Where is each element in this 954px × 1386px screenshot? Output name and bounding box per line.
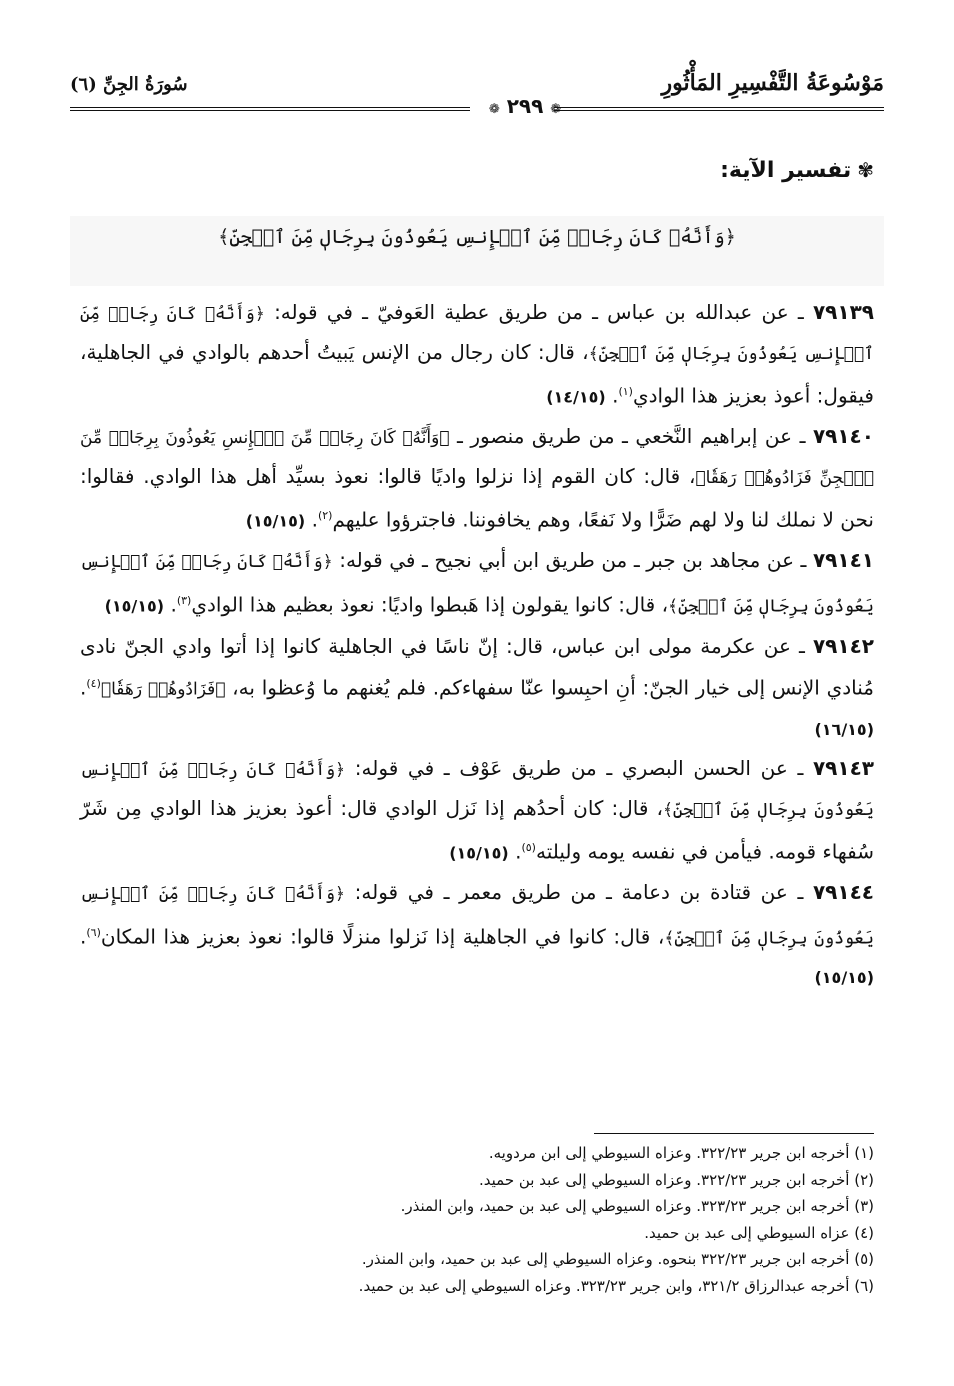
entry-ayah: ﴿وَأَنَّهُۥ كَانَ رِجَالٞ مِّنَ ٱلۡإِنسِ يَعُوذُونَ بِرِجَالٖ مِّنَ ٱلۡجِنِّ﴾ xyxy=(80,884,874,949)
flower-icon: ✾ xyxy=(857,158,874,182)
footnote-marker: (١) xyxy=(618,385,633,398)
entry-ayah: ﴿وَأَنَّهُۥ كَانَ رِجَالٞ مِّنَ ٱلۡإِنسِ يَعُوذُونَ بِرِجَالٖ مِّنَ ٱلۡجِنِّ﴾ xyxy=(80,760,874,820)
footnote-marker: (٦) xyxy=(86,925,101,939)
entry-text: ـ عن الحسن البصري ـ من طريق عَوْف ـ في قوله: xyxy=(345,756,813,781)
entry-number: ٧٩١٤٠ xyxy=(812,424,874,449)
entry-text: ، قال: كانوا في الجاهلية إذا نَزلوا منزلًا قالوا: نعوذ بعزيز هذا المكان xyxy=(100,924,665,949)
list-item: ٧٩١٤٠ ـ عن إبراهيم النَّخعي ـ من طريق منصور ـ ﴿وَأَنَّهُۥ كَانَ رِجَالٞ مِّنَ ٱلۡإِنسِ يَعُوذُونَ بِرِجَالٖ مِّنَ ٱلۡجِنِّ فَزَادُوهُمۡ رَهَقٗا﴾، قال: كان القوم إذا نزلوا واديًا قالوا: نعوذ بسيِّد أهل هذا الوادي. فقالوا: نحن لا نملك لنا ولا لهم ضَرًّا ولا نَفعًا، وهم يخافوننا. فاجترؤوا عليهم$^{(٢)}$. (١٥/١٥) xyxy=(80,424,874,532)
entry-reference: (١٥/١٥) xyxy=(449,843,509,863)
entry-text: ـ عن عبدالله بن عباس ـ من طريق عطية العَوفيّ ـ في قوله: xyxy=(264,300,813,324)
list-item: ٧٩١٤١ ـ عن مجاهد بن جبر ـ من طريق ابن أبي نجيح ـ في قوله: ﴿وَأَنَّهُۥ كَانَ رِجَالٞ مِّنَ ٱلۡإِنسِ يَعُوذُونَ بِرِجَالٖ مِّنَ ٱلۡجِنِّ﴾، قال: كانوا يقولون إذا هَبطوا واديًا: نعوذ بعظيم هذا الوادي$^{(٣)}$. (١٥/١٥) xyxy=(80,548,874,617)
entry-number: ٧٩١٣٩ xyxy=(812,300,874,324)
entry-reference: (١٦/١٥) xyxy=(814,719,874,739)
footnote: (١) أخرجه ابن جرير ٣٢٢/٢٣. وعزاه السيوطي إلى ابن مردويه. xyxy=(488,1144,874,1162)
entry-text: ـ عن إبراهيم النَّخعي ـ من طريق منصور ـ xyxy=(449,424,813,449)
list-item: ٧٩١٤٢ ـ عن عكرمة مولى ابن عباس، قال: إنّ ناسًا في الجاهلية كانوا إذا أتوا وادي الجنّ نادى مُنادي الإنس إلى خيار الجنّ: أنِ احبِسوا عنّا سفهاءكم. فلم يُغنهم ما وُعظوا به، ﴿فَزَادُوهُمۡ رَهَقٗا﴾$^{(٤)}$. (١٦/١٥) xyxy=(80,633,874,739)
entry-text: ـ عن عكرمة مولى ابن عباس، قال: إنّ ناسًا في الجاهلية كانوا إذا أتوا وادي الجنّ نادى مُنادي الإنس إلى خيار الجنّ: أنِ احبِسوا عنّا سفهاءكم. فلم يُغنهم ما وُعظوا به، xyxy=(80,633,874,701)
entry-reference: (١٥/١٥) xyxy=(104,596,165,616)
entries xyxy=(80,294,874,998)
footnote-divider xyxy=(594,1133,874,1134)
header-rule-right xyxy=(554,107,884,111)
entry-number: ٧٩١٤٤ xyxy=(812,880,875,905)
entry-ayah: ﴿وَأَنَّهُۥ كَانَ رِجَالٞ مِّنَ ٱلۡإِنسِ يَعُوذُونَ بِرِجَالٖ مِّنَ ٱلۡجِنِّ فَزَادُوهُمۡ رَهَقٗا﴾ xyxy=(80,428,874,488)
footnote-marker: (٢) xyxy=(317,509,333,523)
list-item: ٧٩١٤٣ ـ عن الحسن البصري ـ من طريق عَوْف ـ في قوله: ﴿وَأَنَّهُۥ كَانَ رِجَالٞ مِّنَ ٱلۡإِنسِ يَعُوذُونَ بِرِجَالٖ مِّنَ ٱلۡجِنِّ﴾، قال: كان أحدُهم إذا نَزل الوادي قال: أعوذ بعزيز هذا الوادي مِن شَرّ سُفهاء قومه. فيأمن في نفسه يومه وليلته$^{(٥)}$. (١٥/١٥) xyxy=(80,756,875,864)
ornament-icon: ❁ xyxy=(488,102,500,117)
entry-ayah: ﴿فَزَادُوهُمۡ رَهَقٗا﴾ xyxy=(100,680,226,701)
entry-ayah: ﴿وَأَنَّهُۥ كَانَ رِجَالٞ مِّنَ ٱلۡإِنسِ يَعُوذُونَ بِرِجَالٖ مِّنَ ٱلۡجِنِّ﴾ xyxy=(80,552,874,617)
section-heading xyxy=(720,158,874,183)
entry-reference: (١٤/١٥) xyxy=(546,387,606,407)
footnote: (٤) عزاه السيوطي إلى عبد بن حميد. xyxy=(644,1223,874,1242)
footnote-marker: (٣) xyxy=(176,593,192,607)
entry-ayah: ﴿وَأَنَّهُۥ كَانَ رِجَالٞ مِّنَ ٱلۡإِنسِ يَعُوذُونَ بِرِجَالٖ مِّنَ ٱلۡجِنِّ﴾ xyxy=(80,304,875,364)
footnote-marker: (٤) xyxy=(86,677,101,691)
entry-number: ٧٩١٤٢ xyxy=(812,633,874,658)
entry-text: ، قال: كان أحدُهم إذا نَزل الوادي قال: أعوذ بعزيز هذا الوادي مِن شَرّ سُفهاء قومه. فيأمن في نفسه يومه وليلته xyxy=(80,795,874,864)
page-number xyxy=(475,94,575,118)
book-title: مَوْسُوعَةُ التَّفْسِيرِ المَأْثُورِ xyxy=(661,70,884,96)
list-item: ٧٩١٣٩ ـ عن عبدالله بن عباس ـ من طريق عطية العَوفيّ ـ في قوله: ﴿وَأَنَّهُۥ كَانَ رِجَالٞ مِّنَ ٱلۡإِنسِ يَعُوذُونَ بِرِجَالٖ مِّنَ ٱلۡجِنِّ﴾، قال: كان رجال من الإنس يَبيتُ أحدهم بالوادي في الجاهلية، فيقول: أعوذ بعزيز هذا الوادي$^{(١)}$. (١٤/١٥) xyxy=(80,300,875,408)
entry-number: ٧٩١٤١ xyxy=(812,548,874,573)
footnotes xyxy=(80,1140,874,1300)
entry-reference: (١٥/١٥) xyxy=(814,967,874,987)
header-rule-left xyxy=(70,107,470,111)
verse-text: ﴿وَأَنَّهُۥ كَانَ رِجَالٞ مِّنَ ٱلۡإِنسِ يَعُوذُونَ بِرِجَالٖ مِّنَ ٱلۡجِنِّ﴾ xyxy=(218,226,736,248)
footnote-marker: (٥) xyxy=(521,841,536,855)
entry-reference: (١٥/١٥) xyxy=(245,511,306,531)
ornament-icon: ❁ xyxy=(550,102,562,117)
running-header xyxy=(70,66,884,116)
entry-text: ، قال: كانوا يقولون إذا هَبطوا واديًا: نعوذ بعظيم هذا الوادي xyxy=(191,592,669,617)
entry-text: ـ عن قتادة بن دعامة ـ من طريق معمر ـ في قوله: xyxy=(345,880,813,905)
entry-number: ٧٩١٤٣ xyxy=(812,756,875,781)
page-number-value: ٢٩٩ xyxy=(506,94,544,118)
entry-text: ، قال: كان رجال من الإنس يَبيتُ أحدهم بالوادي في الجاهلية، فيقول: أعوذ بعزيز هذا الوادي xyxy=(80,339,874,408)
footnote: (٣) أخرجه ابن جرير ٣٢٣/٢٣. وعزاه السيوطي إلى عبد بن حميد، وابن المنذر. xyxy=(400,1197,874,1216)
footnote: (٦) أخرجه عبدالرزاق ٣٢١/٢، وابن جرير ٣٢٣/٢٣. وعزاه السيوطي إلى عبد بن حميد. xyxy=(358,1276,874,1295)
list-item: ٧٩١٤٤ ـ عن قتادة بن دعامة ـ من طريق معمر ـ في قوله: ﴿وَأَنَّهُۥ كَانَ رِجَالٞ مِّنَ ٱلۡإِنسِ يَعُوذُونَ بِرِجَالٖ مِّنَ ٱلۡجِنِّ﴾، قال: كانوا في الجاهلية إذا نَزلوا منزلًا قالوا: نعوذ بعزيز هذا المكان$^{(٦)}$. (١٥/١٥) xyxy=(80,880,875,987)
entry-text: ـ عن مجاهد بن جبر ـ من طريق ابن أبي نجيح ـ في قوله: xyxy=(332,548,813,573)
footnote: (٢) أخرجه ابن جرير ٣٢٢/٢٣. وعزاه السيوطي إلى عبد بن حميد. xyxy=(479,1170,874,1189)
surah-name: سُورَةُ الجِنِّ (٦) xyxy=(70,74,188,95)
footnote: (٥) أخرجه ابن جرير ٣٢٢/٢٣ بنحوه. وعزاه السيوطي إلى عبد بن حميد، وابن المنذر. xyxy=(361,1250,874,1269)
section-heading-text: تفسير الآية: xyxy=(720,158,852,183)
entry-text: ، قال: كان القوم إذا نزلوا واديًا قالوا: نعوذ بسيِّد أهل هذا الوادي. فقالوا: نحن لا نملك لنا ولا لهم ضَرًّا ولا نَفعًا، وهم يخافوننا. فاجترؤوا عليهم xyxy=(80,463,874,532)
